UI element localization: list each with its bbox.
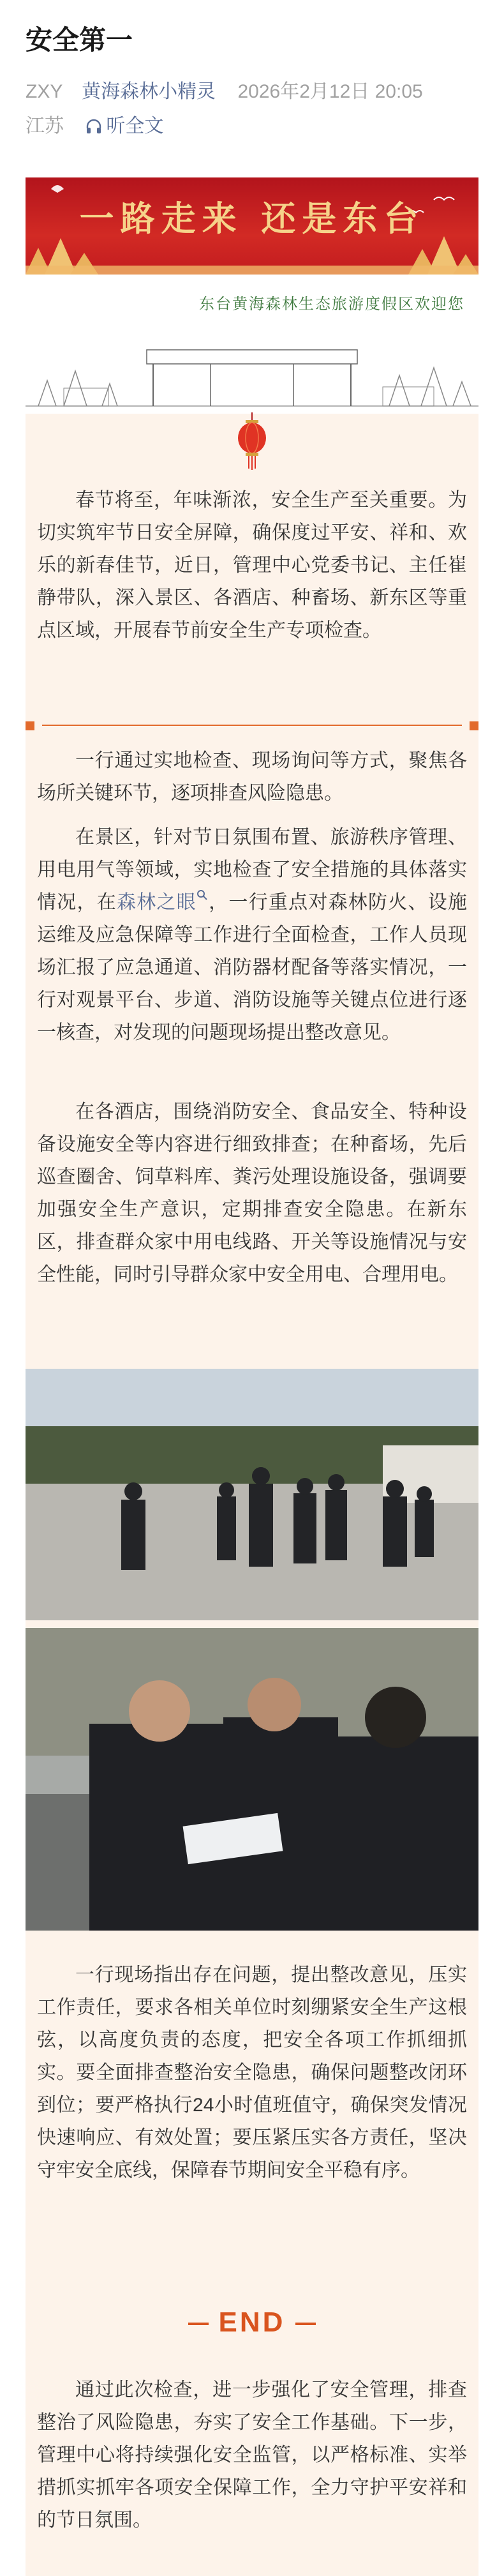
forest-eye-link[interactable]: 森林之眼 — [117, 892, 208, 913]
paragraph-intro: 春节将至，年味渐浓，安全生产至关重要。为切实筑牢节日安全屏障，确保度过平安、祥和、欢乐的新春佳节，近日，管理中心党委书记、主任崔静带队，深入景区、各酒店、种畜场、新东区等重点区域，开展春节前安全生产专项检查。 — [37, 490, 467, 641]
gate-sketch-drawing — [26, 331, 478, 414]
section-divider — [26, 719, 478, 731]
article-title: 安全第一 — [26, 25, 133, 55]
banner-header-image — [26, 177, 478, 275]
article-meta-secondary — [26, 110, 163, 138]
inspection-photo-2 — [26, 1628, 478, 1931]
photo-signing-records — [26, 1628, 478, 1931]
author-name: ZXY — [26, 81, 63, 102]
location-label: 江苏 — [26, 116, 64, 137]
paragraph-hotels-farm: 在各酒店，围绕消防安全、食品安全、特种设备设施安全等内容进行细致排查；在种畜场，先后巡查圈舍、饲草料库、粪污处理设施设备，强调要加强安全生产意识，定期排查安全隐患。在新东区，排查群众家中用电线路、开关等设施情况与安全性能，同时引导群众家中安全用电、合理用电。 — [37, 1101, 467, 1285]
listen-button[interactable] — [85, 116, 163, 137]
article-meta — [26, 75, 423, 103]
end-marker: END — [26, 2307, 478, 2339]
paragraph-scenic-area: 在景区，针对节日氛围布置、旅游秩序管理、用电用气等领域，实地检查了安全措施的具体落实情况，在森林之眼 ，一行重点对森林防火、设施运维及应急保障等工作进行全面检查，工作人员现场汇报了应急通道、消防器材配备等落实情况，一行对观景平台、步道、消防设施等关键点位进行逐一核查，对发现的问题现场提出整改意见。 — [37, 827, 468, 1043]
banner-slogan: 一路走来 还是东台 — [79, 198, 425, 239]
headphones-icon — [85, 119, 102, 134]
paragraph-requirements: 一行现场指出存在问题，提出整改意见，压实工作责任，要求各相关单位时刻绷紧安全生产这根弦，以高度负责的态度，把安全各项工作抓细抓实。要全面排查整治安全隐患，确保问题整改闭环到位；要严格执行24小时值班值守，确保突发情况快速响应、有效处置；要压紧压实各方责任，坚决守牢安全底线，保障春节期间安全平稳有序。 — [37, 1964, 467, 2181]
search-icon — [196, 889, 208, 901]
gate-sketch-image — [26, 331, 478, 414]
lantern-icon — [236, 412, 268, 470]
paragraph-conclusion: 通过此次检查，进一步强化了安全管理，排查整治了风险隐患，夯实了安全工作基础。下一步，管理中心将持续强化安全监管，以严格标准、实举措抓实抓牢各项安全保障工作，全力守护平安祥和的节日氛围。 — [37, 2379, 467, 2531]
photo-group-walking — [26, 1369, 478, 1620]
listen-label: 听全文 — [106, 116, 164, 137]
article-body — [26, 177, 478, 2576]
banner — [26, 177, 478, 331]
banner-greeting: 东台黄海森林生态旅游度假区欢迎您 — [199, 296, 464, 313]
account-link[interactable]: 黄海森林小精灵 — [82, 81, 216, 102]
inspection-photo-1 — [26, 1369, 478, 1620]
publish-date: 2026年2月12日 20:05 — [237, 81, 423, 102]
paragraph-inspection: 一行通过实地检查、现场询问等方式，聚焦各场所关键环节，逐项排查风险隐患。 — [37, 750, 467, 804]
